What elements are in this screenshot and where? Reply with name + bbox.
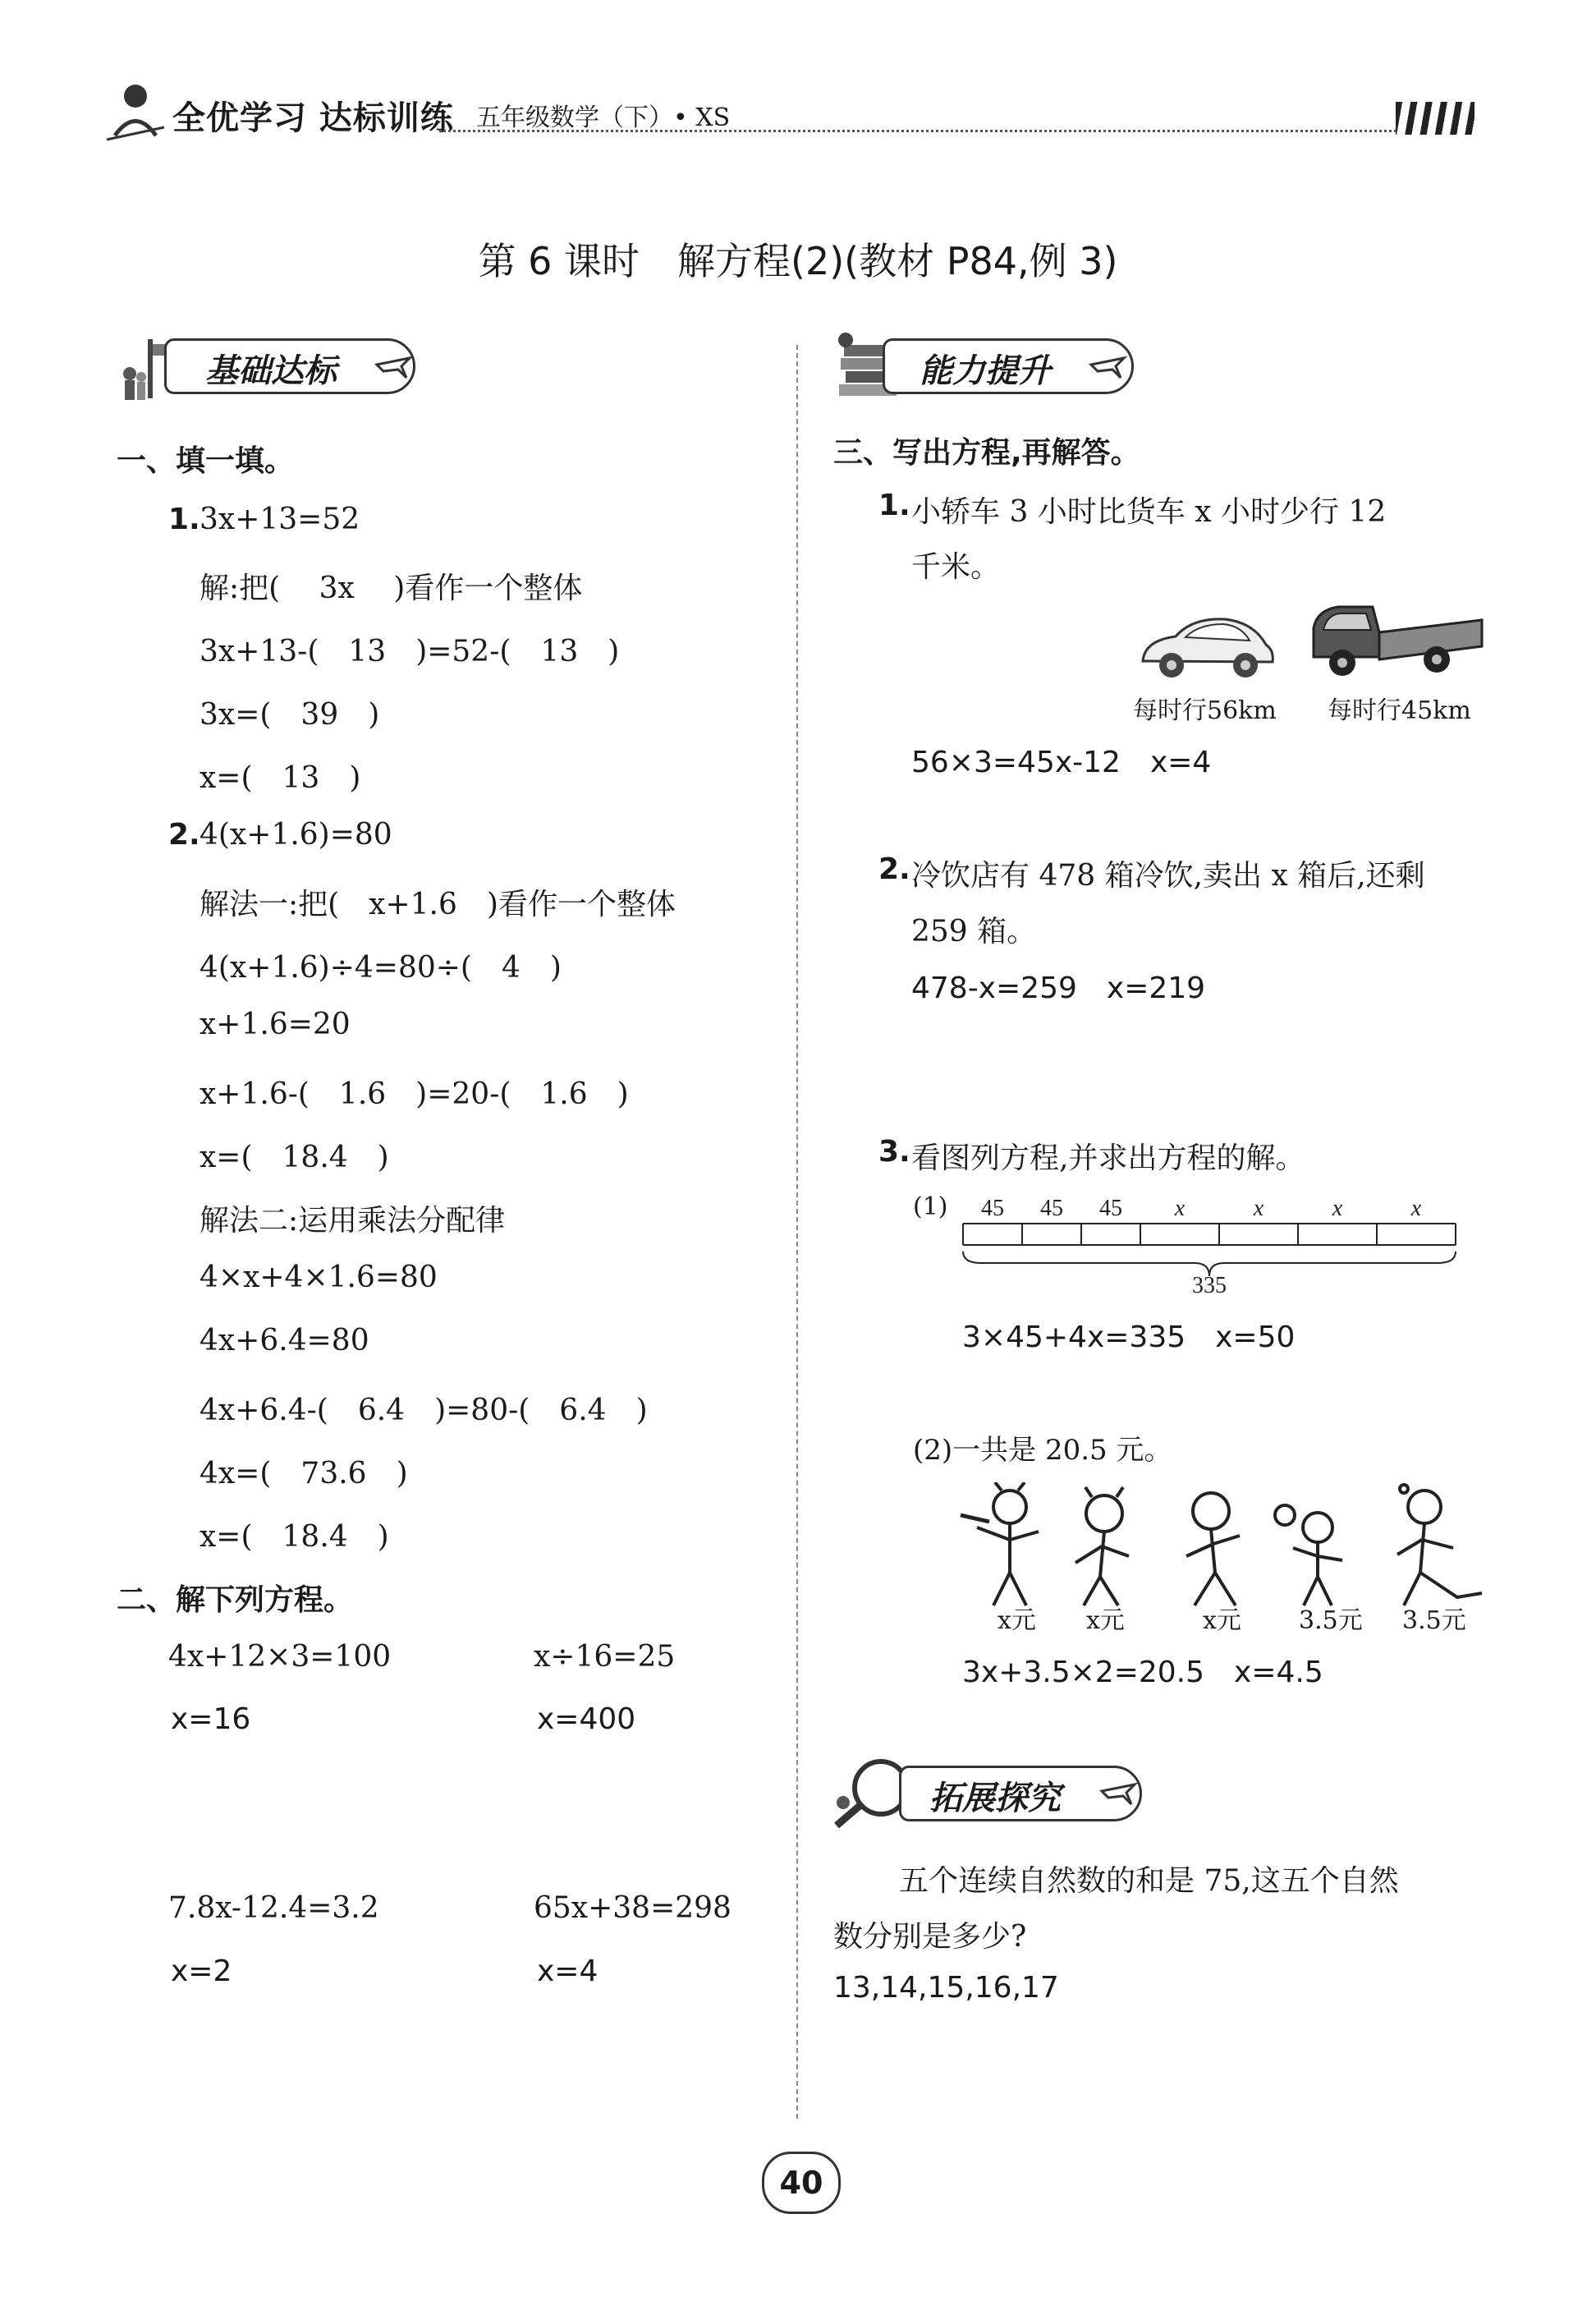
- solve-answer-4: x=4: [537, 1954, 598, 1988]
- animal-price-2: x元: [1086, 1606, 1125, 1635]
- problem-1-step-1: 解:把( 3x )看作一个整体: [200, 572, 583, 605]
- segment-label: x: [1410, 1196, 1422, 1221]
- car-speed-label: 每时行56km: [1133, 696, 1277, 725]
- segment-label: x: [1253, 1196, 1264, 1221]
- section-equation-heading: 三、写出方程,再解答。: [833, 436, 1140, 470]
- page-title: 第 6 课时 解方程(2)(教材 P84,例 3): [478, 239, 1118, 283]
- question-1-line-2: 千米。: [911, 550, 1001, 584]
- question-2-answer: 478-x=259 x=219: [911, 971, 1206, 1005]
- problem-1-step-3: 3x=( 39 ): [200, 698, 380, 732]
- segment-diagram: [956, 1183, 1465, 1298]
- animals-row: [944, 1482, 1502, 1618]
- segment-label: 45: [1040, 1196, 1063, 1221]
- problem-2-label: 2.: [168, 818, 200, 852]
- question-2-label: 2.: [878, 852, 910, 886]
- segment-label: 45: [1099, 1196, 1122, 1221]
- header-divider: [439, 130, 1470, 132]
- animal-price-4: 3.5元: [1299, 1606, 1363, 1635]
- plane-icon: [1088, 343, 1127, 383]
- pig-icon: [1075, 1487, 1129, 1605]
- truck-icon: [1305, 595, 1490, 686]
- truck-speed-label: 每时行45km: [1328, 696, 1471, 725]
- question-2-line-2: 259 箱。: [911, 915, 1037, 949]
- question-3-1-label: (1): [913, 1192, 948, 1221]
- extension-answer: 13,14,15,16,17: [833, 1971, 1059, 2005]
- solve-equation-2: x÷16=25: [534, 1640, 676, 1674]
- segment-total-label: 335: [1192, 1273, 1227, 1298]
- problem-2-equation: 4(x+1.6)=80: [200, 818, 392, 852]
- animal-price-1: x元: [998, 1606, 1036, 1635]
- problem-2-step-9: 4x+6.4-( 6.4 )=80-( 6.4 ): [200, 1394, 648, 1427]
- problem-1-step-2: 3x+13-( 13 )=52-( 13 ): [200, 635, 620, 668]
- header-subtitle: 五年级数学（下）• XS: [476, 103, 731, 132]
- solve-answer-2: x=400: [537, 1702, 636, 1736]
- problem-2-step-1: 解法一:把( x+1.6 )看作一个整体: [200, 888, 676, 921]
- page-number: 40: [762, 2152, 841, 2214]
- extension-line-1: 五个连续自然数的和是 75,这五个自然: [899, 1864, 1399, 1898]
- problem-2-step-10: 4x=( 73.6 ): [200, 1457, 408, 1491]
- question-1-line-1: 小轿车 3 小时比货车 x 小时少行 12: [911, 495, 1387, 529]
- question-3-1-answer: 3×45+4x=335 x=50: [962, 1321, 1296, 1354]
- problem-2-step-2: 4(x+1.6)÷4=80÷( 4 ): [200, 951, 562, 985]
- header-brand: 全优学习 达标训练: [172, 99, 454, 137]
- problem-2-step-6: 解法二:运用乘法分配律: [200, 1204, 506, 1238]
- question-3-2-text: (2)一共是 20.5 元。: [913, 1434, 1172, 1467]
- problem-2-step-5: x=( 18.4 ): [200, 1141, 389, 1174]
- animal-price-5: 3.5元: [1402, 1606, 1466, 1635]
- solve-equation-1: 4x+12×3=100: [168, 1640, 392, 1674]
- problem-2-step-3: x+1.6=20: [200, 1008, 351, 1041]
- section-fill-heading: 一、填一填。: [117, 444, 295, 478]
- question-3-label: 3.: [878, 1135, 910, 1169]
- animal-price-3: x元: [1203, 1606, 1241, 1635]
- solve-answer-3: x=2: [171, 1954, 232, 1988]
- header-stripes: [1396, 102, 1474, 135]
- badge-ability-label: 能力提升: [920, 352, 1051, 390]
- question-3-text: 看图列方程,并求出方程的解。: [911, 1141, 1305, 1175]
- monkey-icon: [1275, 1505, 1342, 1605]
- badge-extension-label: 拓展探究: [929, 1780, 1061, 1817]
- question-1-answer: 56×3=45x-12 x=4: [911, 746, 1212, 779]
- column-divider: [796, 345, 798, 2119]
- problem-2-step-8: 4x+6.4=80: [200, 1324, 369, 1357]
- problem-1-equation: 3x+13=52: [200, 503, 360, 536]
- plane-icon: [374, 343, 413, 383]
- question-1-label: 1.: [878, 489, 910, 522]
- solve-equation-3: 7.8x-12.4=3.2: [168, 1891, 379, 1925]
- plane-icon: [1098, 1770, 1138, 1809]
- solve-answer-1: x=16: [171, 1702, 251, 1736]
- question-2-line-1: 冷饮店有 478 箱冷饮,卖出 x 箱后,还剩: [911, 859, 1425, 893]
- solve-equation-4: 65x+38=298: [534, 1891, 732, 1925]
- problem-2-step-11: x=( 18.4 ): [200, 1520, 389, 1554]
- segment-label: x: [1174, 1196, 1186, 1221]
- goat-icon: [961, 1482, 1039, 1605]
- car-icon: [1135, 608, 1278, 686]
- header-logo-icon: [99, 78, 172, 144]
- problem-2-step-4: x+1.6-( 1.6 )=20-( 1.6 ): [200, 1077, 629, 1111]
- segment-label: x: [1332, 1196, 1343, 1221]
- sheep-icon: [1186, 1493, 1240, 1605]
- extension-line-2: 数分别是多少?: [833, 1920, 1027, 1954]
- problem-1-label: 1.: [168, 503, 200, 536]
- badge-basic-label: 基础达标: [205, 352, 337, 390]
- question-3-2-answer: 3x+3.5×2=20.5 x=4.5: [962, 1656, 1323, 1689]
- dog-icon: [1397, 1485, 1482, 1605]
- problem-2-step-7: 4×x+4×1.6=80: [200, 1261, 438, 1294]
- segment-label: 45: [981, 1196, 1004, 1221]
- section-solve-heading: 二、解下列方程。: [117, 1583, 354, 1617]
- problem-1-step-4: x=( 13 ): [200, 761, 361, 795]
